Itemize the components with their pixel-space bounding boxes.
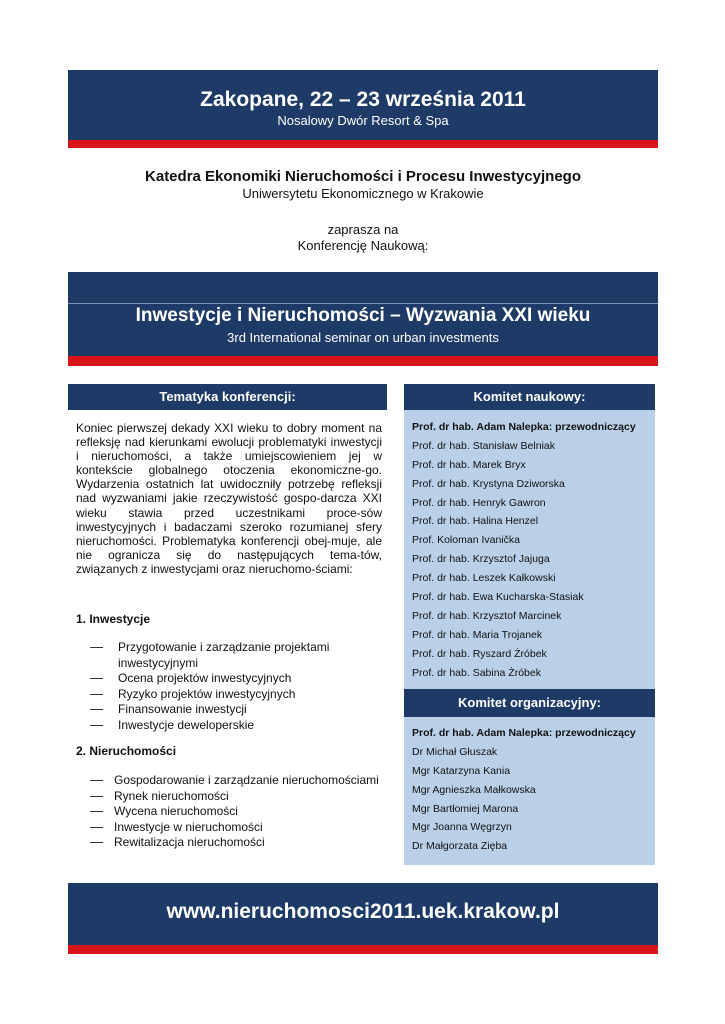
conference-title: Inwestycje i Nieruchomości – Wyzwania XXI wieku	[135, 305, 591, 326]
list-item: — Finansowanie inwestycji	[90, 702, 390, 718]
website-link[interactable]: www.nieruchomosci2011.uek.krakow.pl	[166, 900, 560, 923]
committee-member: Prof. dr hab. Sabina Żróbek	[412, 666, 541, 679]
header-red-stripe	[68, 140, 658, 148]
conference-red-stripe	[68, 356, 658, 366]
committee-member: Prof. dr hab. Ewa Kucharska-Stasiak	[412, 591, 584, 604]
committee-member: Prof. dr hab. Maria Trojanek	[412, 628, 543, 641]
committee-member: Dr Małgorzata Zięba	[412, 840, 508, 853]
conference-subtitle: 3rd International seminar on urban investments	[227, 330, 499, 345]
list-item: — Gospodarowanie i zarządzanie nieruchomościami	[90, 773, 390, 789]
committee-member: Mgr Agnieszka Małkowska	[412, 783, 536, 796]
scientific-committee-list	[412, 418, 652, 682]
banner-divider	[68, 303, 658, 304]
committee-member: Dr Michał Głuszak	[412, 745, 498, 758]
topics-intro: Koniec pierwszej dekady XXI wieku to dobry moment na refleksję nad kierunkami ewolucji problematyki inwestycji i nieruchomości, a także umiejscowieniem jej w kontekście globalnego otoczenia ekonomiczne-go. Wydarzenia ostatnich lat uwidoczniły potrzebę refleksji nad wyzwaniami jakie rzeczywistość gospo-darcza XXI wieku stawia przed uczestnikami proce-sów inwestycyjnych i badaczami szeroko rozumianej sfery nieruchomości. Problematyka konferencji obej-muje, ale nie ogranicza się do następujących tema-tów, związanych z inwestycjami oraz nieruchomo-ściami:	[76, 421, 382, 576]
scientific-committee-heading: Komitet naukowy:	[404, 384, 655, 410]
committee-member: Prof. dr hab. Ryszard Żróbek	[412, 647, 547, 660]
list-item: — Rynek nieruchomości	[90, 789, 390, 805]
committee-member: Mgr Katarzyna Kania	[412, 764, 511, 777]
list-item: — Przygotowanie i zarządzanie projektami inwestycyjnymi	[90, 640, 390, 671]
committee-member: Prof. dr hab. Leszek Kałkowski	[412, 572, 556, 585]
committee-member: Prof. dr hab. Stanisław Belniak	[412, 439, 555, 452]
organizer-university: Uniwersytetu Ekonomicznego w Krakowie	[242, 186, 484, 201]
invite-line-1: zaprasza na	[327, 222, 399, 237]
list-item: — Ryzyko projektów inwestycyjnych	[90, 687, 390, 703]
committee-member: Prof. dr hab. Krzysztof Marcinek	[412, 609, 562, 622]
footer-banner	[68, 883, 658, 945]
list-item: — Wycena nieruchomości	[90, 804, 390, 820]
committee-member: Prof. dr hab. Marek Bryx	[412, 458, 526, 471]
committee-member: Prof. dr hab. Henryk Gawron	[412, 496, 546, 509]
footer-red-stripe	[68, 945, 658, 954]
header-banner	[68, 70, 658, 140]
section-investments-title: 1. Inwestycje	[76, 612, 151, 626]
event-title: Zakopane, 22 – 23 września 2011	[200, 88, 526, 111]
committee-member: Prof. Koloman Ivanička	[412, 534, 520, 547]
committee-member: Prof. dr hab. Halina Henzel	[412, 515, 539, 528]
committee-member: Prof. dr hab. Adam Nalepka: przewodniczący	[412, 421, 636, 433]
investments-topic-list	[90, 640, 390, 733]
real-estate-topic-list	[90, 773, 390, 851]
invite-line-2: Konferencję Naukową:	[297, 238, 429, 253]
committee-member: Prof. dr hab. Krzysztof Jajuga	[412, 553, 550, 566]
committee-member: Prof. dr hab. Adam Nalepka: przewodniczący	[412, 727, 636, 739]
organizer-name: Katedra Ekonomiki Nieruchomości i Procesu Inwestycyjnego	[145, 168, 581, 185]
committee-member: Mgr Bartłomiej Marona	[412, 802, 519, 815]
list-item: — Inwestycje w nieruchomości	[90, 820, 390, 836]
event-venue: Nosalowy Dwór Resort & Spa	[277, 113, 449, 128]
list-item: — Inwestycje deweloperskie	[90, 718, 390, 734]
conference-banner	[68, 272, 658, 356]
list-item: — Ocena projektów inwestycyjnych	[90, 671, 390, 687]
section-real-estate-title: 2. Nieruchomości	[76, 744, 177, 758]
list-item: — Rewitalizacja nieruchomości	[90, 835, 390, 851]
committee-member: Prof. dr hab. Krystyna Dziworska	[412, 477, 565, 490]
organizing-committee-list	[412, 724, 652, 856]
organizing-committee-heading: Komitet organizacyjny:	[404, 689, 655, 717]
committee-member: Mgr Joanna Węgrzyn	[412, 821, 512, 834]
topics-heading: Tematyka konferencji:	[68, 384, 387, 410]
